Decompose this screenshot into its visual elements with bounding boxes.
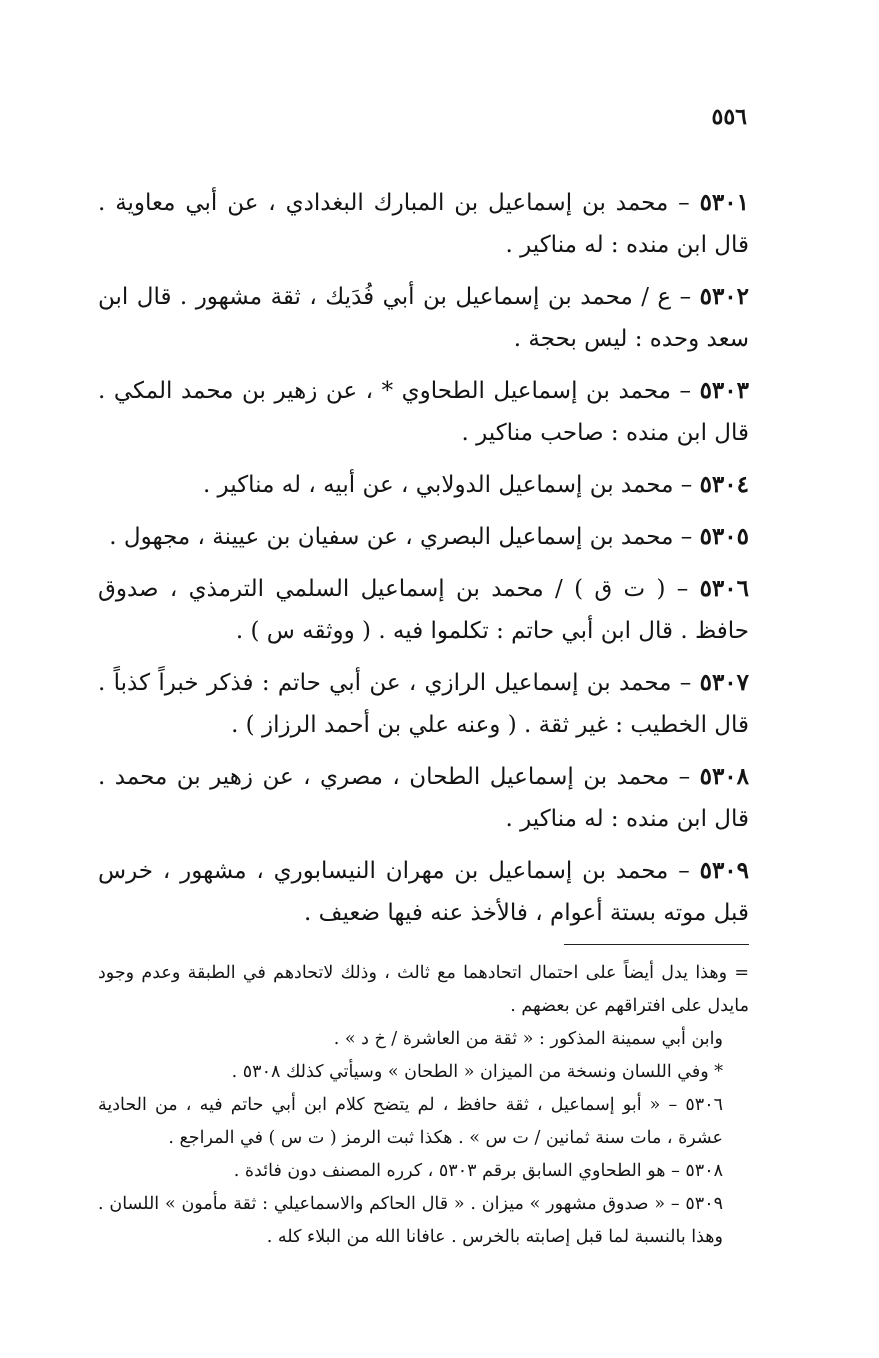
entry-text: – ع / محمد بن إسماعيل بن أبي فُدَيك ، ثقة مشهور . قال ابن سعد وحده : ليس بحجة . [98, 284, 749, 352]
entry-number: ٥٣٠١ [699, 189, 749, 216]
entry-text: – محمد بن إسماعيل بن مهران النيسابوري ، مشهور ، خرس قبل موته بستة أعوام ، فالأخذ عنه فيها ضعيف . [98, 858, 749, 926]
footnote-continuation: = وهذا يدل أيضاً على احتمال اتحادهما مع ثالث ، وذلك لاتحادهم في الطبقة وعدم وجود مايدل على افتراقهم عن بعضهم . [98, 963, 749, 1016]
entry-5305 [98, 516, 749, 558]
page-number: ٥٥٦ [711, 104, 747, 130]
entry-number: ٥٣٠٤ [699, 471, 749, 498]
footnote-ibn-abi-samina: وابن أبي سمينة المذكور : « ثقة من العاشرة / خ د » . [333, 1029, 723, 1049]
entry-text: – محمد بن إسماعيل الرازي ، عن أبي حاتم : فذكر خبراً كذباً . قال الخطيب : غير ثقة . ( وعنه علي بن أحمد الرزاز ) . [98, 670, 749, 738]
entry-5306 [98, 568, 749, 652]
footnote-divider [564, 944, 749, 945]
footnote-5309: ٥٣٠٩ – « صدوق مشهور » ميزان . « قال الحاكم والاسماعيلي : ثقة مأمون » اللسان . وهذا بالنسبة لما قبل إصابته بالخرس . عافانا الله من البلاء كله . [98, 1194, 723, 1247]
entry-5308 [98, 756, 749, 840]
entry-number: ٥٣٠٩ [699, 857, 750, 884]
footnote-asterisk: * وفي اللسان ونسخة من الميزان « الطحان » وسيأتي كذلك ٥٣٠٨ . [231, 1062, 723, 1082]
entry-5309 [98, 850, 749, 934]
entry-text: – ( ت ق ) / محمد بن إسماعيل السلمي الترمذي ، صدوق حافظ . قال ابن أبي حاتم : تكلموا فيه . ( ووثقه س ) . [98, 576, 749, 644]
footnote-5306: ٥٣٠٦ – « أبو إسماعيل ، ثقة حافظ ، لم يتضح كلام ابن أبي حاتم فيه ، من الحادية عشرة ، مات سنة ثمانين / ت س » . هكذا ثبت الرمز ( ت س ) في المراجع . [98, 1095, 723, 1148]
entries-list [98, 182, 749, 934]
entry-number: ٥٣٠٣ [699, 377, 749, 404]
entry-5302 [98, 276, 749, 360]
entry-5304 [98, 464, 749, 506]
entry-text: – محمد بن إسماعيل بن المبارك البغدادي ، عن أبي معاوية . قال ابن منده : له مناكير . [98, 190, 749, 258]
entry-text: – محمد بن إسماعيل الطحان ، مصري ، عن زهير بن محمد . قال ابن منده : له مناكير . [98, 764, 749, 832]
entry-number: ٥٣٠٦ [699, 575, 749, 602]
entry-text: – محمد بن إسماعيل الدولابي ، عن أبيه ، له مناكير . [202, 472, 693, 498]
footnotes [98, 957, 749, 1254]
entry-text: – محمد بن إسماعيل الطحاوي * ، عن زهير بن محمد المكي . قال ابن منده : صاحب مناكير . [98, 378, 749, 446]
entry-text: – محمد بن إسماعيل البصري ، عن سفيان بن عيينة ، مجهول . [109, 524, 693, 550]
footnote-5308: ٥٣٠٨ – هو الطحاوي السابق برقم ٥٣٠٣ ، كرره المصنف دون فائدة . [233, 1161, 723, 1181]
book-page [98, 104, 749, 1254]
entry-number: ٥٣٠٧ [699, 669, 750, 696]
entry-5307 [98, 662, 749, 746]
entry-number: ٥٣٠٨ [699, 763, 750, 790]
entry-number: ٥٣٠٥ [699, 523, 749, 550]
entry-5301 [98, 182, 749, 266]
entry-5303 [98, 370, 749, 454]
entry-number: ٥٣٠٢ [699, 283, 750, 310]
